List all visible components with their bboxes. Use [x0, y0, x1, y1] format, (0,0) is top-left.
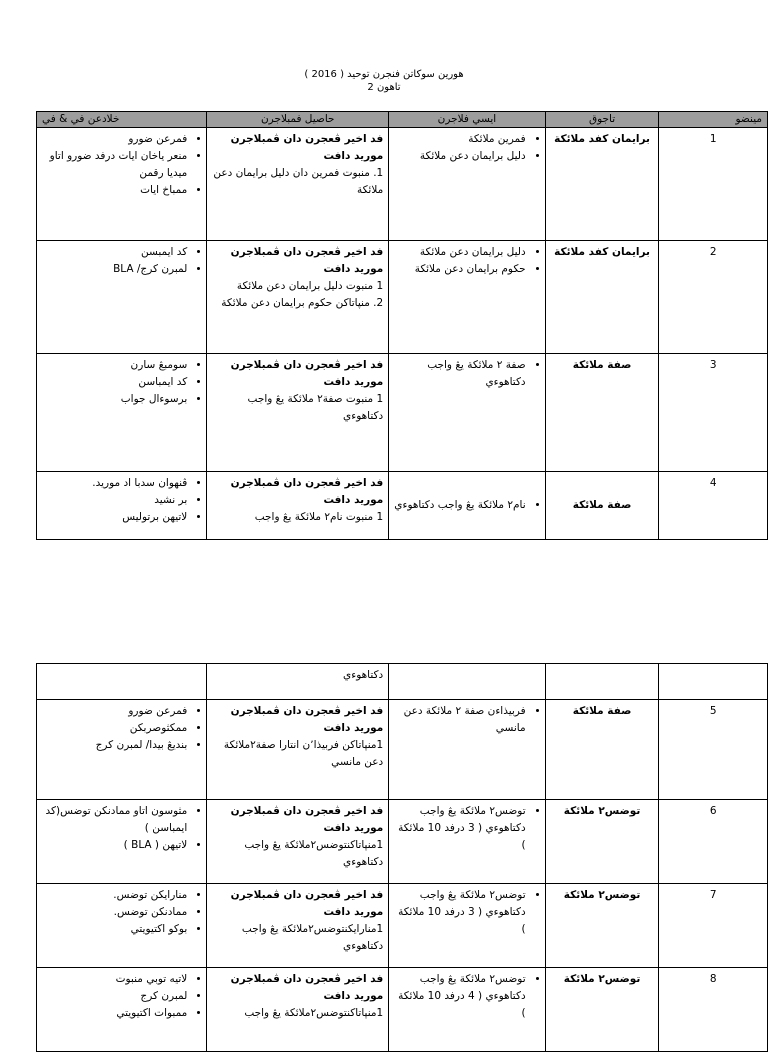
- activity-cell: [37, 354, 207, 472]
- activity-item: • سومبڠ سارن: [42, 357, 187, 374]
- activity-item: • لاتيهن برتوليس: [42, 509, 187, 526]
- objective-heading: فد اخير ڤعجرن دان ڤمبلاجرن موريد دافت: [230, 889, 384, 918]
- activity-item: • لاتيه توبي منبوت: [42, 971, 187, 988]
- standard-cell: [389, 354, 545, 472]
- objective-heading: فد اخير ڤعجرن دان ڤمبلاجرن موريد دافت: [230, 973, 384, 1002]
- objective-cell: [207, 354, 389, 472]
- document-title: [0, 68, 768, 94]
- activity-item: • ممبوات اکتيويتي: [42, 1005, 187, 1022]
- week-cell: 3: [659, 354, 768, 472]
- objective-heading: فد اخير ڤعجرن دان ڤمبلاجرن موريد دافت: [230, 805, 384, 834]
- activity-item: • لمبرن کرج/ BLA: [42, 261, 187, 278]
- objective-item: 1منارايکنتوضس٢ملائكة يڠ واجب دکتاهوءي: [241, 923, 384, 952]
- activity-item: • بوکو اکتيويتي: [42, 921, 187, 938]
- activity-item: • ممباخ ايات: [42, 182, 187, 199]
- objective-item: 2. منڽاتاکن حکوم برايمان دعن ملائكة: [221, 297, 384, 309]
- activity-item: • لمبرن کرج: [42, 988, 187, 1005]
- objective-cell: [207, 884, 389, 968]
- objective-cell: [207, 968, 389, 1052]
- objective-heading: فد اخير ڤعجرن دان ڤمبلاجرن موريد دافت: [230, 359, 384, 388]
- activity-cell: [37, 472, 207, 540]
- objective-item: 1 منبوت دليل برايمان دعن ملائكة: [236, 280, 384, 292]
- objective-cell: [207, 664, 389, 700]
- table-row: [37, 700, 768, 800]
- header-activity: خلادعن في & في: [37, 112, 207, 128]
- activity-item: • فمرعن ضورو: [42, 703, 187, 720]
- week-cell: 2: [659, 241, 768, 354]
- table-row: [37, 800, 768, 884]
- objective-item: 1. منبوت فمرين دان دليل برايمان دعن ملائكة: [213, 167, 384, 196]
- standard-item: • توضس٢ ملائكة يڠ واجب دکتاهوءي ( 3 درفد 10 ملائکة ): [394, 887, 525, 938]
- objective-item: 1منڽاتاکن فربيذا٬ن انتارا صفة٢ملائكة دعن مانسي: [223, 739, 384, 768]
- objective-cell: [207, 128, 389, 241]
- header-standard: ايسي فلاجرن: [389, 112, 545, 128]
- standard-cell: [389, 800, 545, 884]
- objective-heading: فد اخير ڤعجرن دان ڤمبلاجرن موريد دافت: [230, 477, 384, 506]
- standard-item: • دليل برايمان دعن ملائكة: [394, 148, 525, 165]
- title-line-1: هورين سوکاتن فنجرن توحيد ( 2016 ): [304, 69, 464, 80]
- table-header-row: [37, 112, 768, 128]
- activity-item: • مثوسون اتاو ممادنکن توضس(کد ايمباسن ): [42, 803, 187, 837]
- table-row: [37, 472, 768, 540]
- standard-item: • حکوم برايمان دعن ملائكة: [394, 261, 525, 278]
- objective-cell: [207, 472, 389, 540]
- topic-cell: توضس٢ ملائكة: [545, 968, 659, 1052]
- activity-item: • لاتيهن ( BLA ): [42, 837, 187, 854]
- standard-cell: [389, 664, 545, 700]
- objective-cell: [207, 800, 389, 884]
- objective-cell: [207, 700, 389, 800]
- activity-item: • بنديڠ بيدا/ لمبرن کرج: [42, 737, 187, 754]
- topic-cell: صفة ملائكة: [545, 472, 659, 540]
- objective-item: 1منڽاتاکنتوضس٢ملائكة يڠ واجب: [244, 1007, 384, 1019]
- table-row: [37, 241, 768, 354]
- objective-heading: فد اخير ڤعجرن دان ڤمبلاجرن موريد دافت: [230, 133, 384, 162]
- topic-cell: [545, 664, 659, 700]
- week-cell: 8: [659, 968, 768, 1052]
- activity-item: • منارايکن توضس.: [42, 887, 187, 904]
- standard-item: • فمرين ملائكة: [394, 131, 525, 148]
- table-row: [37, 128, 768, 241]
- standard-cell: [389, 472, 545, 540]
- standard-item: • توضس٢ ملائكة يڠ واجب دکتاهوءي ( 4 درفد 10 ملائکة ): [394, 971, 525, 1022]
- table-row: [37, 664, 768, 700]
- activity-item: • منعر ياخان ايات درفد ضورو اتاو ميديا رقمن: [42, 148, 187, 182]
- standard-item: • توضس٢ ملائكة يڠ واجب دکتاهوءي ( 3 درفد 10 ملائکة ): [394, 803, 525, 854]
- week-cell: 4: [659, 472, 768, 540]
- objective-cell: [207, 241, 389, 354]
- lesson-plan-table-page-1: [36, 111, 768, 540]
- objective-heading: فد اخير ڤعجرن دان ڤمبلاجرن موريد دافت: [230, 705, 384, 734]
- standard-cell: [389, 128, 545, 241]
- week-cell: 5: [659, 700, 768, 800]
- week-cell: 6: [659, 800, 768, 884]
- activity-item: • بر نشيد: [42, 492, 187, 509]
- activity-cell: [37, 128, 207, 241]
- standard-item: • نام٢ ملائكة يڠ واجب دکتاهوءي: [394, 497, 525, 514]
- header-topic: تاجوق: [545, 112, 659, 128]
- activity-item: • برسوءال جواب: [42, 391, 187, 408]
- standard-item: • فربيذاءن صفة ٢ ملائكة دعن مانسي: [394, 703, 525, 737]
- table-row: [37, 968, 768, 1052]
- week-cell: 7: [659, 884, 768, 968]
- activity-cell: [37, 884, 207, 968]
- activity-cell: [37, 241, 207, 354]
- activity-item: • ڤنهوان سدبا اد موريد.: [42, 475, 187, 492]
- week-cell: 1: [659, 128, 768, 241]
- activity-item: • کد ايمباسن: [42, 374, 187, 391]
- topic-cell: برايمان کفد ملائكة: [545, 128, 659, 241]
- activity-cell: [37, 700, 207, 800]
- table-row: [37, 884, 768, 968]
- objective-item: 1منڽاتاکنتوضس٢ملائكة يڠ واجب دکتاهوءي: [244, 839, 384, 868]
- standard-cell: [389, 700, 545, 800]
- standard-item: • صفة ٢ ملائكة يڠ واجب دکتاهوءي: [394, 357, 525, 391]
- standard-item: • دليل برايمان دعن ملائكة: [394, 244, 525, 261]
- activity-cell: [37, 800, 207, 884]
- week-cell: [659, 664, 768, 700]
- standard-cell: [389, 968, 545, 1052]
- activity-cell: [37, 968, 207, 1052]
- title-line-2: تاهون 2: [367, 82, 401, 93]
- activity-cell: [37, 664, 207, 700]
- objective-item: 1 منبوت صفة٢ ملائكة يڠ واجب دکتاهوءي: [247, 393, 384, 422]
- topic-cell: توضس٢ ملائكة: [545, 884, 659, 968]
- activity-item: • فمرعن ضورو: [42, 131, 187, 148]
- topic-cell: توضس٢ ملائكة: [545, 800, 659, 884]
- objective-heading: فد اخير ڤعجرن دان ڤمبلاجرن موريد دافت: [230, 246, 384, 275]
- objective-item: 1 منبوت نام٢ ملائكة يڠ واجب: [254, 511, 384, 523]
- activity-item: • کد ايمبسن: [42, 244, 187, 261]
- topic-cell: برايمان کفد ملائكة: [545, 241, 659, 354]
- standard-cell: [389, 241, 545, 354]
- topic-cell: صفة ملائكة: [545, 700, 659, 800]
- activity-item: • ممکثوصربکن: [42, 720, 187, 737]
- header-week: مينضو: [659, 112, 768, 128]
- header-objective: حاصيل فمبلاجرن: [207, 112, 389, 128]
- activity-item: • ممادنکن توضس.: [42, 904, 187, 921]
- standard-cell: [389, 884, 545, 968]
- lesson-plan-table-page-2: [36, 663, 768, 1052]
- topic-cell: صفة ملائكة: [545, 354, 659, 472]
- objective-item: دکتاهوءي: [343, 669, 384, 681]
- table-row: [37, 354, 768, 472]
